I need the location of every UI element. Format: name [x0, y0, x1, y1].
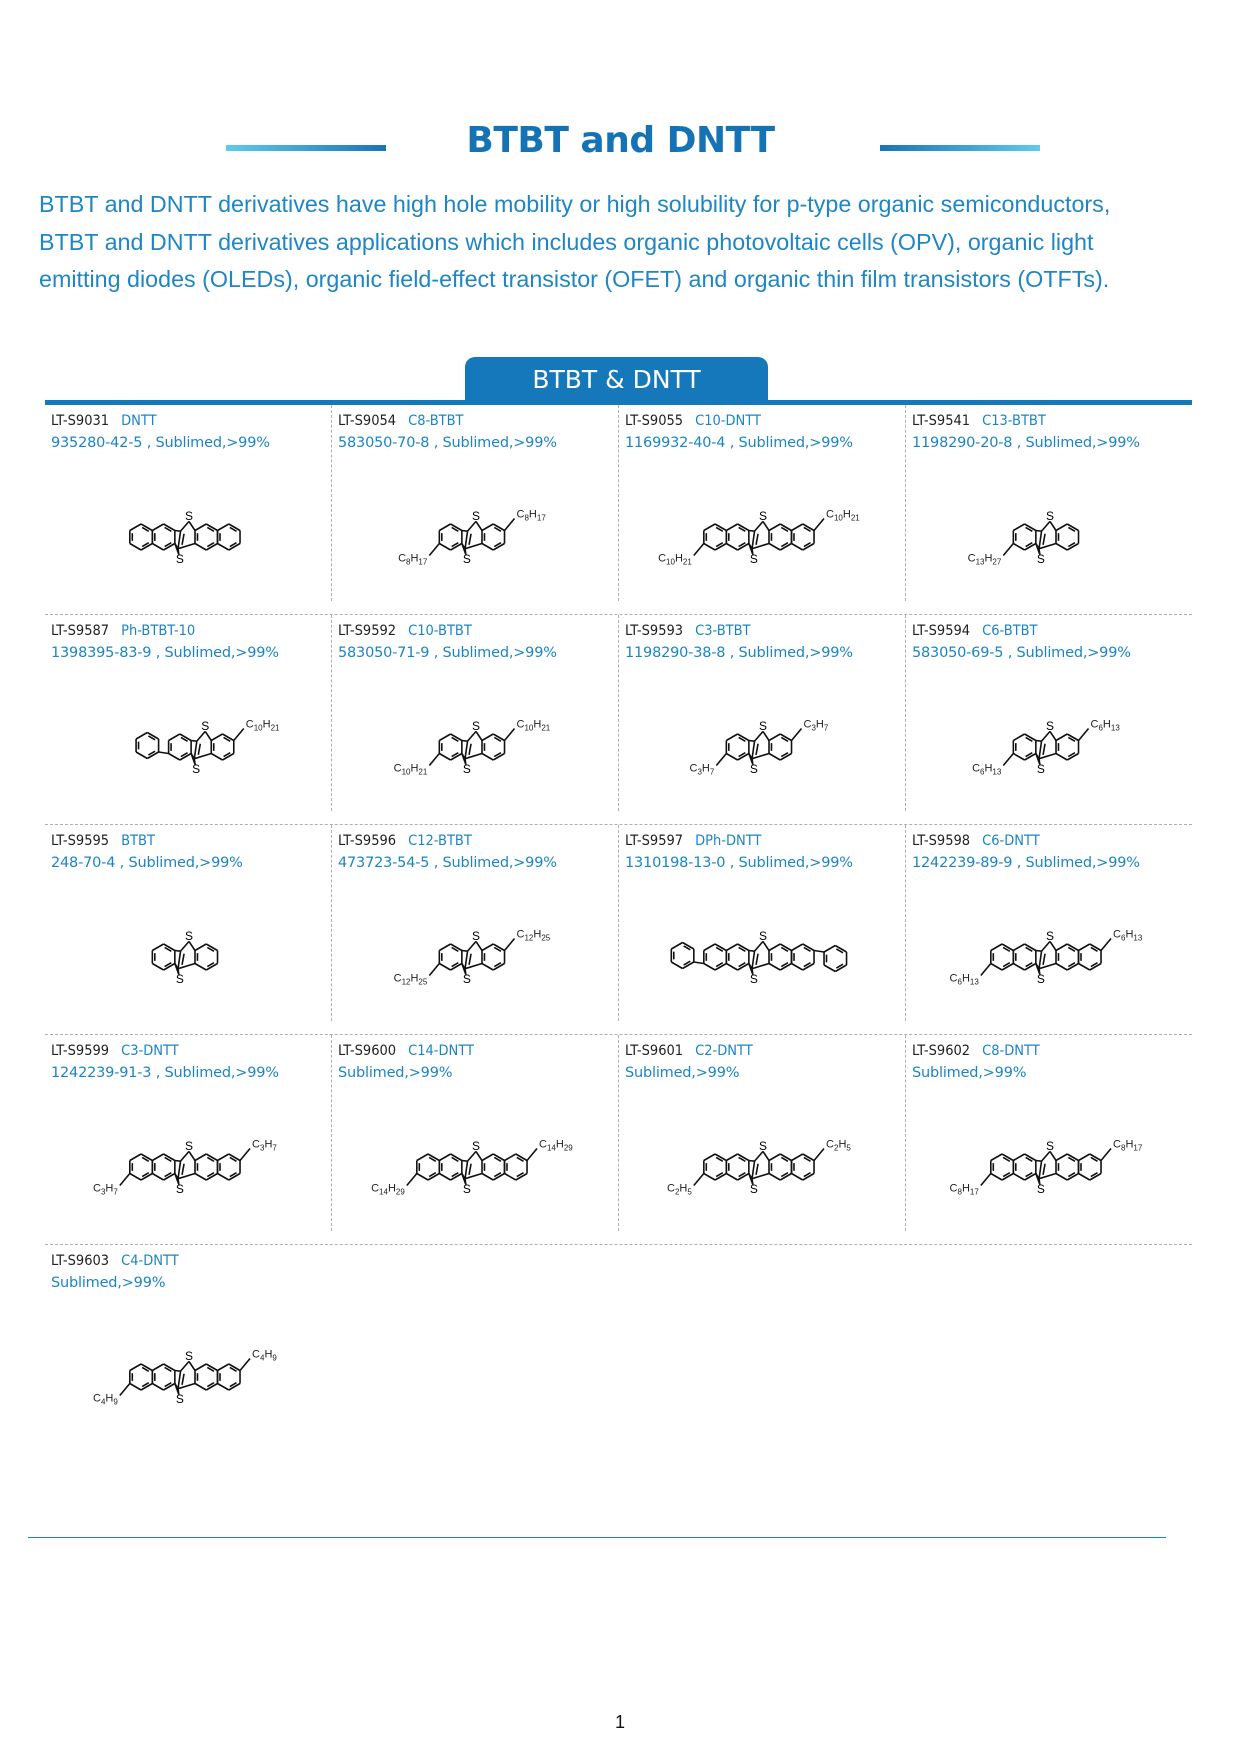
- substituent-label: $C_{14}H_{29}$: [539, 1138, 573, 1153]
- sulfur-atom-label: S: [471, 719, 481, 734]
- substituent-label: $C_8H_{17}$: [1113, 1138, 1143, 1153]
- product-code: LT-S9587: [51, 623, 110, 639]
- product-name: C13-BTBT: [982, 413, 1046, 429]
- product-code-line: [51, 623, 195, 639]
- product-code: LT-S9594: [912, 623, 971, 639]
- product-detail: Sublimed,>99%: [51, 1275, 166, 1291]
- product-card: [45, 825, 332, 1035]
- product-code: LT-S9601: [625, 1043, 684, 1059]
- substituent-label: $C_8H_{17}$: [516, 508, 546, 523]
- product-name: C12-BTBT: [408, 833, 472, 849]
- sulfur-atom-label: S: [175, 1392, 184, 1406]
- structure-image: [619, 887, 906, 1027]
- product-card: [619, 825, 906, 1035]
- substituent-label: $C_4H_9$: [93, 1392, 118, 1407]
- molecule-structure: [906, 887, 1193, 1027]
- sulfur-atom-label: S: [1036, 762, 1045, 776]
- product-code: LT-S9603: [51, 1253, 110, 1269]
- product-detail: Sublimed,>99%: [625, 1065, 740, 1081]
- substituent-label: $C_3H_7$: [93, 1182, 118, 1197]
- product-card: [45, 1245, 332, 1455]
- molecule-structure: [619, 677, 906, 817]
- product-name: BTBT: [121, 833, 155, 849]
- substituent-label: $C_4H_9$: [252, 1348, 277, 1363]
- product-grid: [45, 405, 1192, 1455]
- product-code-line: [912, 1043, 1040, 1059]
- substituent-label: $C_2H_5$: [826, 1138, 851, 1153]
- product-code-line: [625, 413, 761, 429]
- product-code: LT-S9055: [625, 413, 684, 429]
- product-detail: 1242239-89-9 , Sublimed,>99%: [912, 855, 1140, 871]
- molecule-structure: [45, 887, 332, 1027]
- substituent-label: $C_{10}H_{21}$: [245, 718, 280, 733]
- sulfur-atom-label: S: [175, 972, 184, 986]
- sulfur-atom-label: S: [1045, 509, 1055, 524]
- product-code-line: [912, 623, 1038, 639]
- sulfur-atom-label: S: [749, 552, 758, 566]
- molecule-structure: [619, 887, 906, 1027]
- product-detail: 1310198-13-0 , Sublimed,>99%: [625, 855, 853, 871]
- product-row: [45, 1035, 1192, 1245]
- sulfur-atom-label: S: [462, 1182, 471, 1196]
- product-name: C8-BTBT: [408, 413, 464, 429]
- product-card: [906, 405, 1193, 615]
- product-detail: Sublimed,>99%: [912, 1065, 1027, 1081]
- structure-image: [906, 467, 1193, 607]
- structure-image: [906, 677, 1193, 817]
- product-card: [619, 615, 906, 825]
- product-code: LT-S9031: [51, 413, 110, 429]
- product-card: [906, 1035, 1193, 1245]
- product-row: [45, 1245, 1192, 1455]
- molecule-structure: [906, 467, 1193, 607]
- product-name: C10-DNTT: [695, 413, 761, 429]
- product-card: [332, 1035, 619, 1245]
- substituent-label: $C_3H_7$: [689, 762, 715, 777]
- product-detail: 1198290-38-8 , Sublimed,>99%: [625, 645, 853, 661]
- molecule-structure: [332, 887, 619, 1027]
- product-name: C14-DNTT: [408, 1043, 474, 1059]
- sulfur-atom-label: S: [471, 929, 481, 944]
- product-code: LT-S9598: [912, 833, 971, 849]
- product-name: C3-DNTT: [121, 1043, 179, 1059]
- sulfur-atom-label: S: [184, 929, 194, 944]
- title-decor-left: [226, 145, 386, 151]
- product-code-line: [51, 1043, 179, 1059]
- product-detail: 583050-69-5 , Sublimed,>99%: [912, 645, 1131, 661]
- product-code: LT-S9602: [912, 1043, 971, 1059]
- product-code-line: [338, 623, 472, 639]
- product-card: [332, 825, 619, 1035]
- sulfur-atom-label: S: [184, 509, 194, 524]
- substituent-label: $C_6H_{13}$: [1113, 928, 1143, 943]
- molecule-structure: [45, 467, 332, 607]
- structure-image: [619, 677, 906, 817]
- sulfur-atom-label: S: [471, 509, 481, 524]
- structure-image: [45, 467, 332, 607]
- substituent-label: $C_3H_7$: [252, 1138, 277, 1153]
- product-code-line: [51, 413, 157, 429]
- product-code: LT-S9592: [338, 623, 397, 639]
- product-code: LT-S9593: [625, 623, 684, 639]
- product-name: C4-DNTT: [121, 1253, 179, 1269]
- intro-line: emitting diodes (OLEDs), organic field-effect transistor (OFET) and organic thin film transistors (OTFTs).: [39, 266, 1110, 292]
- product-name: Ph-BTBT-10: [121, 623, 196, 639]
- product-code: LT-S9599: [51, 1043, 110, 1059]
- structure-image: [906, 887, 1193, 1027]
- product-name: C2-DNTT: [695, 1043, 753, 1059]
- product-detail: 583050-70-8 , Sublimed,>99%: [338, 435, 557, 451]
- sulfur-atom-label: S: [758, 1139, 768, 1154]
- product-card: [45, 1035, 332, 1245]
- footer-rule: [28, 1537, 1166, 1538]
- product-detail: 583050-71-9 , Sublimed,>99%: [338, 645, 557, 661]
- product-detail: 473723-54-5 , Sublimed,>99%: [338, 855, 557, 871]
- product-detail: 1398395-83-9 , Sublimed,>99%: [51, 645, 279, 661]
- molecule-structure: [332, 467, 619, 607]
- structure-image: [332, 1097, 619, 1237]
- product-row: [45, 615, 1192, 825]
- intro-line: BTBT and DNTT derivatives applications which includes organic photovoltaic cells (OPV), organic light: [39, 228, 1094, 255]
- molecule-structure: [332, 677, 619, 817]
- sulfur-atom-label: S: [462, 972, 471, 986]
- structure-image: [45, 1307, 332, 1447]
- product-name: C3-BTBT: [695, 623, 751, 639]
- sulfur-atom-label: S: [758, 509, 768, 524]
- substituent-label: $C_8H_{17}$: [398, 552, 428, 567]
- molecule-structure: [906, 1097, 1193, 1237]
- product-code: LT-S9595: [51, 833, 110, 849]
- substituent-label: $C_8H_{17}$: [949, 1182, 979, 1197]
- structure-image: [906, 1097, 1193, 1237]
- product-code: LT-S9600: [338, 1043, 397, 1059]
- molecule-structure: [45, 677, 332, 817]
- substituent-label: $C_{10}H_{21}$: [516, 718, 551, 733]
- sulfur-atom-label: S: [1045, 719, 1055, 734]
- sulfur-atom-label: S: [462, 552, 471, 566]
- product-row: [45, 825, 1192, 1035]
- page-number: 1: [614, 1712, 625, 1732]
- molecule-structure: [332, 1097, 619, 1237]
- molecule-structure: [619, 467, 906, 607]
- product-code-line: [338, 1043, 474, 1059]
- product-card: [906, 615, 1193, 825]
- product-code-line: [338, 833, 472, 849]
- molecule-structure: [906, 677, 1193, 817]
- substituent-label: $C_{10}H_{21}$: [393, 762, 428, 777]
- product-detail: 935280-42-5 , Sublimed,>99%: [51, 435, 270, 451]
- product-name: DPh-DNTT: [695, 833, 762, 849]
- sulfur-atom-label: S: [1036, 552, 1045, 566]
- product-card: [619, 405, 906, 615]
- product-code-line: [912, 833, 1040, 849]
- sulfur-atom-label: S: [749, 762, 758, 776]
- sulfur-atom-label: S: [749, 1182, 758, 1196]
- sulfur-atom-label: S: [749, 972, 758, 986]
- section-tab: BTBT & DNTT: [465, 357, 768, 401]
- structure-image: [332, 467, 619, 607]
- sulfur-atom-label: S: [201, 719, 210, 734]
- product-name: C6-DNTT: [982, 833, 1040, 849]
- substituent-label: $C_6H_{13}$: [949, 972, 979, 987]
- structure-image: [45, 887, 332, 1027]
- product-code-line: [51, 1253, 179, 1269]
- product-code-line: [51, 833, 155, 849]
- substituent-label: $C_{12}H_{25}$: [393, 972, 428, 987]
- product-card: [906, 825, 1193, 1035]
- page-title: BTBT and DNTT: [466, 120, 775, 161]
- sulfur-atom-label: S: [462, 762, 471, 776]
- product-name: C10-BTBT: [408, 623, 472, 639]
- product-name: C6-BTBT: [982, 623, 1038, 639]
- product-card: [45, 405, 332, 615]
- product-code-line: [625, 833, 761, 849]
- product-card: [619, 1035, 906, 1245]
- product-name: C8-DNTT: [982, 1043, 1040, 1059]
- substituent-label: $C_2H_5$: [667, 1182, 692, 1197]
- product-code-line: [912, 413, 1046, 429]
- product-code-line: [338, 413, 464, 429]
- substituent-label: $C_{10}H_{21}$: [826, 508, 860, 523]
- product-name: DNTT: [121, 413, 157, 429]
- sulfur-atom-label: S: [1045, 1139, 1055, 1154]
- product-code: LT-S9054: [338, 413, 397, 429]
- substituent-label: $C_3H_7$: [803, 718, 829, 733]
- structure-image: [45, 677, 332, 817]
- structure-image: [619, 1097, 906, 1237]
- product-detail: 248-70-4 , Sublimed,>99%: [51, 855, 243, 871]
- intro-paragraph: [39, 186, 1219, 299]
- substituent-label: $C_{13}H_{27}$: [967, 552, 1002, 567]
- sulfur-atom-label: S: [175, 1182, 184, 1196]
- structure-image: [332, 677, 619, 817]
- structure-image: [619, 467, 906, 607]
- sulfur-atom-label: S: [184, 1349, 194, 1364]
- product-card: [45, 615, 332, 825]
- product-row: [45, 405, 1192, 615]
- sulfur-atom-label: S: [192, 762, 201, 776]
- substituent-label: $C_{10}H_{21}$: [658, 552, 692, 567]
- product-detail: Sublimed,>99%: [338, 1065, 453, 1081]
- substituent-label: $C_6H_{13}$: [972, 762, 1002, 777]
- product-code: LT-S9596: [338, 833, 397, 849]
- sulfur-atom-label: S: [758, 929, 768, 944]
- product-card: [332, 615, 619, 825]
- structure-image: [45, 1097, 332, 1237]
- structure-image: [332, 887, 619, 1027]
- molecule-structure: [619, 1097, 906, 1237]
- sulfur-atom-label: S: [1036, 1182, 1045, 1196]
- product-detail: 1242239-91-3 , Sublimed,>99%: [51, 1065, 279, 1081]
- product-detail: 1169932-40-4 , Sublimed,>99%: [625, 435, 853, 451]
- product-code: LT-S9541: [912, 413, 971, 429]
- intro-line: BTBT and DNTT derivatives have high hole mobility or high solubility for p-type organic semiconductors,: [39, 191, 1111, 217]
- sulfur-atom-label: S: [1045, 929, 1055, 944]
- sulfur-atom-label: S: [175, 552, 184, 566]
- sulfur-atom-label: S: [1036, 972, 1045, 986]
- sulfur-atom-label: S: [758, 719, 768, 734]
- product-detail: 1198290-20-8 , Sublimed,>99%: [912, 435, 1140, 451]
- product-code: LT-S9597: [625, 833, 684, 849]
- molecule-structure: [45, 1097, 332, 1237]
- title-decor-right: [880, 145, 1040, 151]
- substituent-label: $C_{12}H_{25}$: [516, 928, 551, 943]
- product-code-line: [625, 623, 751, 639]
- product-card: [332, 405, 619, 615]
- sulfur-atom-label: S: [471, 1139, 481, 1154]
- substituent-label: $C_{14}H_{29}$: [371, 1182, 405, 1197]
- substituent-label: $C_6H_{13}$: [1090, 718, 1120, 733]
- sulfur-atom-label: S: [184, 1139, 194, 1154]
- product-code-line: [625, 1043, 753, 1059]
- molecule-structure: [45, 1307, 332, 1447]
